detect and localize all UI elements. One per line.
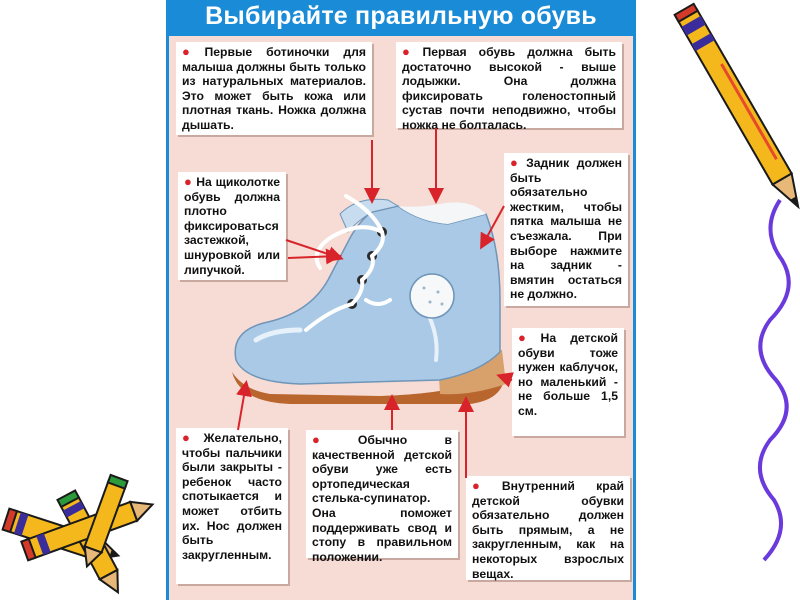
note-toes-text: Желательно, чтобы пальчики были закрыты - ребенок часто спотыкается и может отбить их. Нос должен быть закругленным. <box>182 431 282 562</box>
bullet-icon: ● <box>402 44 419 59</box>
squiggle-line <box>760 200 789 560</box>
note-fastening-text: На щиколотке обувь должна плотно фиксироваться застежкой, шнуровкой или липучкой. <box>184 175 280 277</box>
bullet-icon: ● <box>182 430 200 445</box>
note-material-text: Первые ботиночки для малыша должны быть только из натуральных материалов. Это может быть кожа или плотная ткань. Ножка должна дышать. <box>182 45 366 132</box>
poster-title: Выбирайте правильную обувь <box>205 2 597 30</box>
bullet-icon: ● <box>312 432 354 447</box>
note-height-text: Первая обувь должна быть достаточно высокой - выше лодыжки. Она должна фиксировать голеностопный сустав почти неподвижно, чтобы ножка не болталась. <box>402 45 617 132</box>
bullet-icon: ● <box>472 478 498 493</box>
note-heel-counter-text: Задник должен быть обязательно жестким, чтобы пятка малыша не съезжала. При выборе нажмите на задник - вмятин остаться не должно. <box>510 156 622 302</box>
pencil-icon <box>675 4 800 212</box>
note-heel-text: На детской обуви тоже нужен каблучок, но маленький - не больше 1,5 см. <box>518 331 619 418</box>
bullet-icon: ● <box>510 155 523 170</box>
note-inner-edge-text: Внутренний край детской обувки обязательно должен быть прямым, а не закругленным, как на некоторых взрослых вещах. <box>472 479 624 581</box>
note-insole-text: Обычно в качественной детской обуви уже есть ортопедическая стелька-супинатор. Она поможет поддерживать свод и стопу в правильном положении. <box>312 433 452 564</box>
bullet-icon: ● <box>182 44 201 59</box>
bullet-icon: ● <box>518 330 537 345</box>
bullet-icon: ● <box>184 174 193 189</box>
